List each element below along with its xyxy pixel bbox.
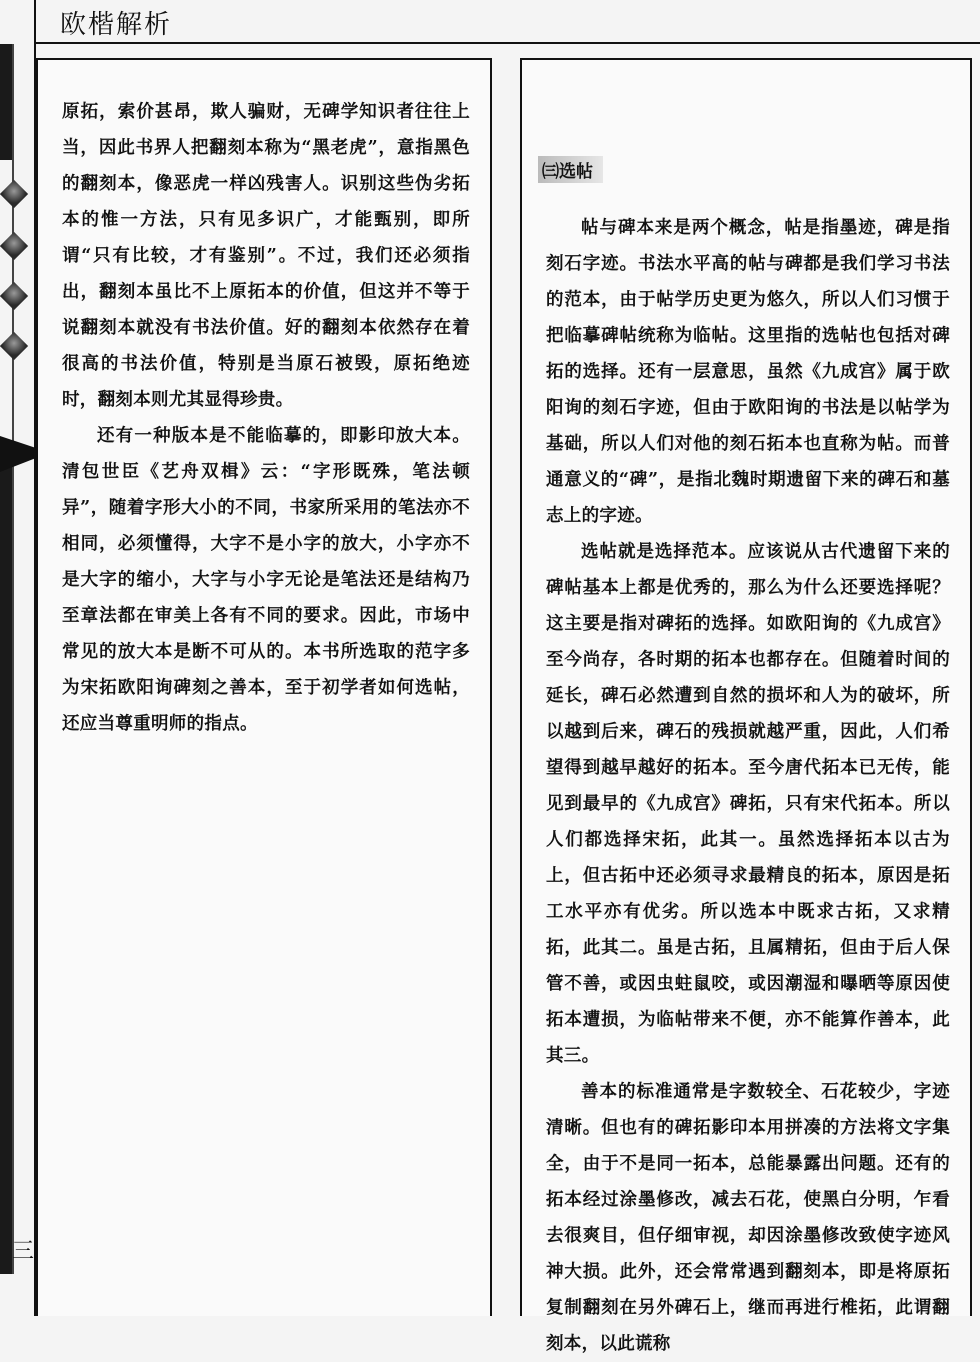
right-column-body — [546, 210, 950, 1362]
page-number: 三 — [12, 1239, 35, 1264]
page-header — [0, 0, 980, 44]
decorative-left-rail — [0, 0, 36, 1316]
paragraph: 原拓，索价甚昂，欺人骗财，无碑学知识者往往上当，因此书界人把翻刻本称为“黑老虎”，意指黑色的翻刻本，像恶虎一样凶残害人。识别这些伪劣拓本的惟一方法，只有见多识广，才能甄别，即所谓“只有比较，才有鉴别”。不过，我们还必须指出，翻刻本虽比不上原拓本的价值，但这并不等于说翻刻本就没有书法价值。好的翻刻本依然存在着很高的书法价值，特别是当原石被毁，原拓绝迹时，翻刻本则尤其显得珍贵。 — [62, 102, 470, 410]
wedge-ornament-icon — [0, 432, 36, 472]
paragraph: 还有一种版本是不能临摹的，即影印放大本。清包世臣《艺舟双楫》云：“字形既殊，笔法顿异”，随着字形大小的不同，书家所采用的笔法亦不相同，必须懂得，大字不是小字的放大，小字亦不是大字的缩小，大字与小字无论是笔法还是结构乃至章法都在审美上各有不同的要求。因此，市场中常见的放大本是断不可从的。本书所选取的范字多为宋拓欧阳询碑刻之善本，至于初学者如何选帖，还应当尊重明师的指点。 — [62, 426, 470, 734]
paragraph: 帖与碑本来是两个概念，帖是指墨迹，碑是指刻石字迹。书法水平高的帖与碑都是我们学习书法的范本，由于帖学历史更为悠久，所以人们习惯于把临摹碑帖统称为临帖。这里指的选帖也包括对碑拓的选择。还有一层意思，虽然《九成宫》属于欧阳询的刻石字迹，但由于欧阳询的书法是以帖学为基础，所以人们对他的刻石拓本也直称为帖。而普通意义的“碑”，是指北魏时期遗留下来的碑石和墓志上的字迹。 — [546, 218, 950, 526]
paragraph: 善本的标准通常是字数较全、石花较少，字迹清晰。但也有的碑拓影印本用拼凑的方法将文字集全，由于不是同一拓本，总能暴露出问题。还有的拓本经过涂墨修改，减去石花，使黑白分明，乍看去很爽目，但仔细审视，却因涂墨修改致使字迹风神大损。此外，还会常常遇到翻刻本，即是将原拓复制翻刻在另外碑石上，继而再进行椎拓，此谓翻刻本，以此谎称 — [546, 1082, 950, 1354]
section-heading: ㈢选帖 — [538, 156, 603, 183]
right-text-column — [520, 58, 972, 1354]
left-column-body — [62, 94, 470, 742]
paragraph: 选帖就是选择范本。应该说从古代遗留下来的碑帖基本上都是优秀的，那么为什么还要选择呢？这主要是指对碑拓的选择。如欧阳询的《九成宫》至今尚存，各时期的拓本也都存在。但随着时间的延长，碑石必然遭到自然的损坏和人为的破坏，所以越到后来，碑石的残损就越严重，因此，人们希望得到越早越好的拓本。至今唐代拓本已无传，能见到最早的《九成宫》碑拓，只有宋代拓本。所以人们都选择宋拓，此其一。虽然选择拓本以古为上，但古拓中还必须寻求最精良的拓本，原因是拓工水平亦有优劣。所以选本中既求古拓，又求精拓，此其二。虽是古拓，且属精拓，但由于后人保管不善，或因虫蛀鼠咬，或因潮湿和曝晒等原因使拓本遭损，为临帖带来不便，亦不能算作善本，此其三。 — [546, 542, 950, 1066]
header-rule — [36, 42, 980, 44]
book-title: 欧楷解析 — [60, 10, 173, 40]
rail-thin-line — [12, 44, 14, 1274]
left-text-column — [36, 58, 492, 1316]
